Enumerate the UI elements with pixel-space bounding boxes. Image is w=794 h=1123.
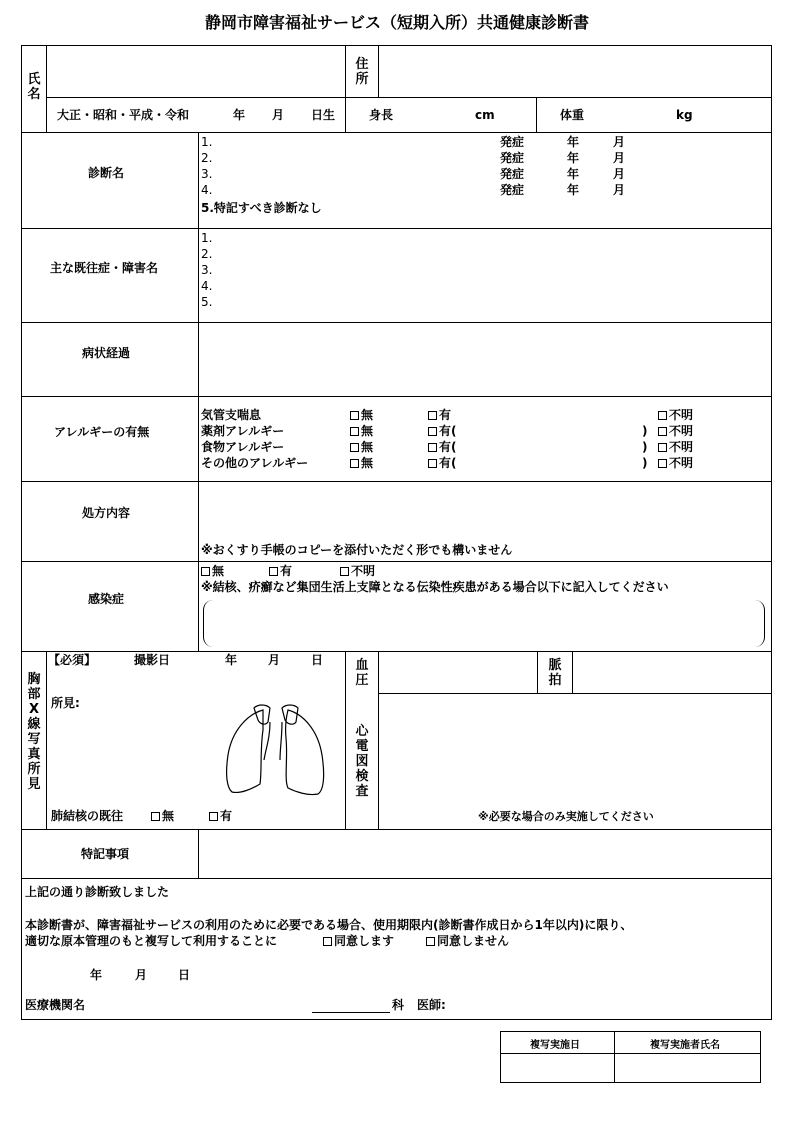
xray-day-label: 日 [311,653,324,667]
history-item-2[interactable]: 2. [201,247,213,261]
onset-label-4: 発症 [500,183,525,197]
xray-required: 【必須】 [48,653,97,667]
prescription-label: 処方内容 [82,506,131,520]
ecg-label: 心電図検査 [355,724,369,799]
allergy-row-name: 食物アレルギー [201,440,285,454]
copy-date-field[interactable] [501,1054,613,1082]
footer-month-label: 月 [135,968,148,982]
name-label: 氏名 [27,72,41,102]
onset-label-3: 発症 [500,167,525,181]
page-title: 静岡市障害福祉サービス（短期入所）共通健康診断書 [204,13,589,32]
onset-month-3: 月 [613,167,626,181]
allergy-unknown-option[interactable]: 不明 [658,456,693,470]
pulse-label: 脈拍 [548,658,562,688]
course-field[interactable] [199,323,771,395]
tb-history-label: 肺結核の既往 [51,809,124,823]
allergy-row-name: 薬剤アレルギー [201,424,285,438]
birth-month-label: 月 [272,108,285,122]
consent-line-2: 適切な原本管理のもと複写して利用することに [25,934,278,948]
onset-month-4: 月 [613,183,626,197]
address-label: 住所 [355,57,369,87]
infection-yes-option[interactable]: 有 [269,564,292,578]
allergy-row-name: 気管支喘息 [201,408,262,422]
allergy-unknown-option[interactable]: 不明 [658,440,693,454]
history-item-4[interactable]: 4. [201,279,213,293]
tb-none-option[interactable]: 無 [151,809,174,823]
xray-date-label: 撮影日 [134,653,171,667]
copy-date-label: 複写実施日 [530,1040,580,1051]
history-item-1[interactable]: 1. [201,231,213,245]
allergy-none-option[interactable]: 無 [350,440,373,454]
name-field[interactable] [47,46,344,97]
allergy-yes-option[interactable]: 有( [428,440,457,454]
xray-month-label: 月 [268,653,281,667]
history-item-5[interactable]: 5. [201,295,213,309]
allergy-row-name: その他のアレルギー [201,456,309,470]
weight-label: 体重 [560,108,585,122]
copy-person-field[interactable] [615,1054,760,1082]
height-unit: cm [475,108,495,122]
allergy-label: アレルギーの有無 [54,425,150,439]
onset-label-1: 発症 [500,135,525,149]
onset-year-1: 年 [567,135,580,149]
birth-day-label: 日生 [311,108,336,122]
prescription-note: ※おくすり手帳のコピーを添付いただく形でも構いません [201,543,513,557]
footer-day-label: 日 [178,968,191,982]
allergy-close-paren: ) [642,440,648,454]
copy-person-label: 複写実施者氏名 [650,1040,720,1051]
allergy-unknown-option[interactable]: 不明 [658,424,693,438]
tb-yes-option[interactable]: 有 [209,809,232,823]
course-label: 病状経過 [82,346,131,360]
onset-month-2: 月 [613,151,626,165]
weight-unit: kg [676,108,693,122]
allergy-none-option[interactable]: 無 [350,456,373,470]
onset-year-4: 年 [567,183,580,197]
infection-none-option[interactable]: 無 [201,564,224,578]
special-field[interactable] [199,830,771,877]
allergy-close-paren: ) [642,424,648,438]
diagnosis-item-2[interactable]: 2. [201,151,213,165]
consent-line-1: 本診断書が、障害福祉サービスの利用のために必要である場合、使用期限内(診断書作成日から1年以内)に限り、 [25,918,633,932]
xray-year-label: 年 [225,653,238,667]
allergy-yes-option[interactable]: 有 [428,408,451,422]
history-item-3[interactable]: 3. [201,263,213,277]
diagnosis-item-4[interactable]: 4. [201,183,213,197]
lungs-icon [218,700,333,802]
height-label: 身長 [369,108,394,122]
infection-note: ※結核、疥癬など集団生活上支障となる伝染性疾患がある場合以下に記入してください [201,580,669,594]
footer-year-label: 年 [90,968,103,982]
dept-underline[interactable] [312,1012,390,1013]
address-field[interactable] [379,46,771,97]
allergy-close-paren: ) [642,456,648,470]
doctor-label: 医師: [417,998,446,1012]
special-label: 特記事項 [81,847,130,861]
bp-field[interactable] [379,652,536,693]
pulse-field[interactable] [573,652,771,693]
xray-side-label: 胸部X線写真所見 [27,672,41,792]
birth-era: 大正・昭和・平成・令和 [57,108,190,122]
allergy-none-option[interactable]: 無 [350,424,373,438]
infection-label: 感染症 [88,592,125,606]
diagnosis-label: 診断名 [88,166,125,180]
xray-findings-label: 所見: [51,696,80,710]
diagnosis-item-3[interactable]: 3. [201,167,213,181]
allergy-yes-option[interactable]: 有( [428,424,457,438]
bp-label: 血圧 [355,658,369,688]
disagree-option[interactable]: 同意しません [426,934,509,948]
allergy-unknown-option[interactable]: 不明 [658,408,693,422]
infection-unknown-option[interactable]: 不明 [340,564,375,578]
allergy-none-option[interactable]: 無 [350,408,373,422]
diagnosis-none: 5.特記すべき診断なし [201,201,322,215]
birth-year-label: 年 [233,108,246,122]
history-label: 主な既往症・障害名 [50,261,159,275]
ecg-note: ※必要な場合のみ実施してください [478,810,654,823]
allergy-yes-option[interactable]: 有( [428,456,457,470]
infection-detail-field[interactable] [203,600,765,647]
onset-month-1: 月 [613,135,626,149]
onset-label-2: 発症 [500,151,525,165]
agree-option[interactable]: 同意します [323,934,394,948]
diagnosed-statement: 上記の通り診断致しました [25,885,170,899]
diagnosis-item-1[interactable]: 1. [201,135,213,149]
institution-label: 医療機関名 [25,998,86,1012]
dept-label: 科 [392,998,405,1012]
onset-year-3: 年 [567,167,580,181]
prescription-field[interactable] [199,482,771,540]
onset-year-2: 年 [567,151,580,165]
